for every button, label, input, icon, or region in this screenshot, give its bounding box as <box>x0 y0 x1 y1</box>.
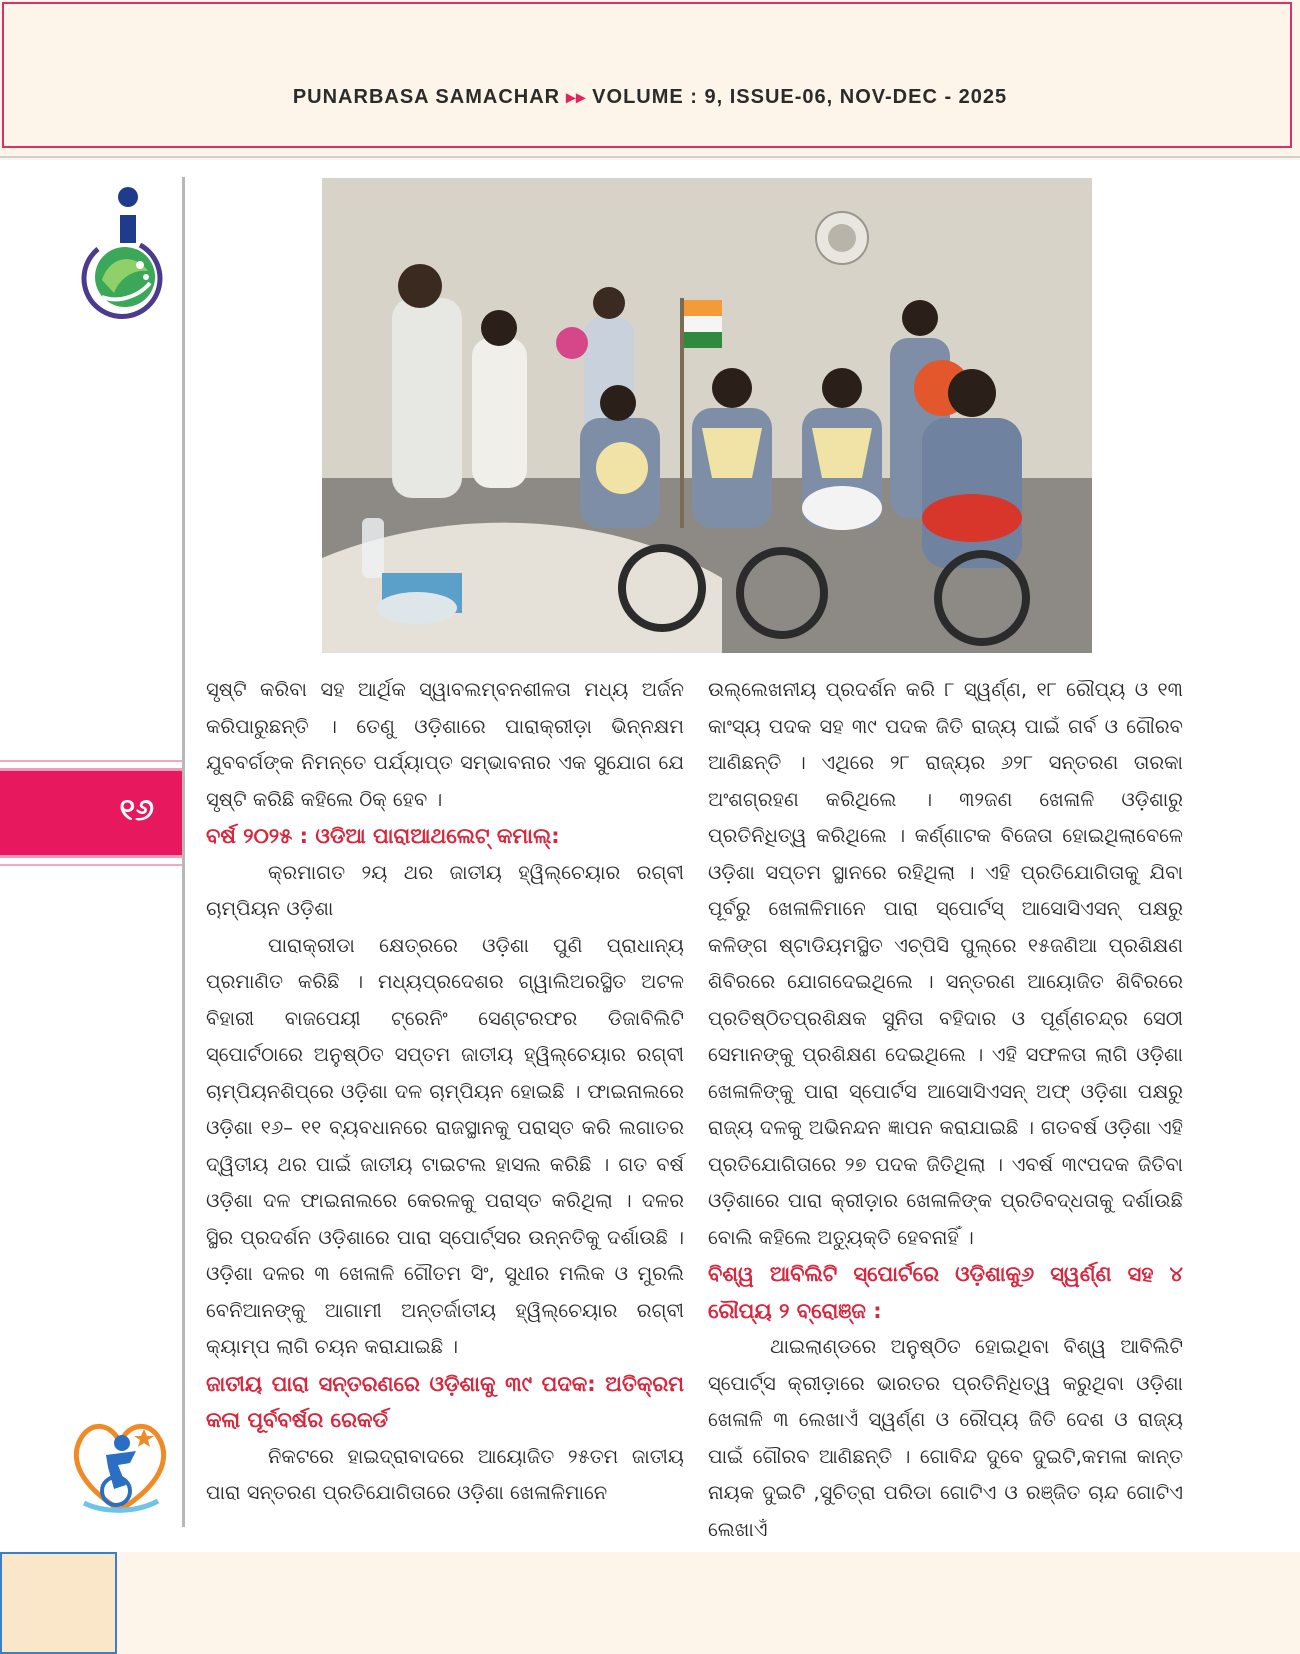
left-heading-2: ଜାତୀୟ ପାରା ସନ୍ତରଣରେ ଓଡ଼ିଶାକୁ ୩୯ ପଦକ: ଅତିକ୍ରମ କଲା ପୂର୍ବବର୍ଷର ରେକର୍ଡ <box>206 1371 684 1432</box>
margin-rule <box>182 177 185 1527</box>
team-felicitation-photo <box>322 178 1092 653</box>
right-paragraph-2: ଥାଇଲାଣ୍ଡରେ ଅନୁଷ୍ଠିତ ହୋଇଥିବା ବିଶ୍ୱ ଆବିଲିଟି ସ୍ପୋର୍ଟ୍ସ କ୍ରୀଡ଼ାରେ ଭାରତର ପ୍ରତିନିଧିତ୍ୱ କରୁଥିବା ଓଡ଼ିଶା ଖେଳାଳି ୩ ଲେଖାଏଁ ସ୍ୱର୍ଣ୍ଣ ଓ ରୌପ୍ୟ ଜିତି ଦେଶ ଓ ରାଜ୍ୟ ପାଇଁ ଗୌରବ ଆଣିଛନ୍ତି । ଗୋବିନ୍ଦ ଦୁବେ ଦୁଇଟି,କମଳା କାନ୍ତ ନାୟକ ଦୁଇଟି ,ସୁଚିତ୍ରା ପରିଡା ଗୋଟିଏ ଓ ରଞ୍ଜିତ ଚାନ୍ଦ ଗୋଟିଏ ଲେଖାଏଁ <box>708 1335 1183 1541</box>
left-heading-1: ବର୍ଷ ୨୦୨୫ : ଓଡିଆ ପାରାଆଥଲେଟ୍ କମାଲ୍: <box>206 824 560 848</box>
right-paragraph-1: ଉଲ୍ଲେଖନୀୟ ପ୍ରଦର୍ଶନ କରି ୮ ସ୍ୱର୍ଣ୍ଣ, ୧୮ ରୌପ୍ୟ ଓ ୧୩ କାଂସ୍ୟ ପଦକ ସହ ୩୯ ପଦକ ଜିତି ରାଜ୍ୟ ପାଇଁ ଗର୍ବ ଓ ଗୌରବ ଆଣିଛନ୍ତି । ଏଥିରେ ୨୮ ରାଜ୍ୟର ୬୨୮ ସନ୍ତରଣ ତାରକା ଅଂଶଗ୍ରହଣ କରିଥିଲେ । ୩୨ଜଣ ଖେଳାଳି ଓଡ଼ିଶାରୁ ପ୍ରତିନିଧିତ୍ୱ କରିଥିଲେ । କର୍ଣ୍ଣାଟକ ବିଜେତା ହୋଇଥିଲାବେଳେ ଓଡ଼ିଶା ସପ୍ତମ ସ୍ଥାନରେ ରହିଥିଲା । ଏହି ପ୍ରତିଯୋଗିତାକୁ ଯିବା ପୂର୍ବରୁ ଖେଳାଳିମାନେ ପାରା ସ୍ପୋର୍ଟସ୍ ଆସୋସିଏସନ୍ ପକ୍ଷରୁ କଳିଙ୍ଗ ଷ୍ଟାଡିୟମସ୍ଥିତ ଏଚ୍‌ପିସି ପୁଲ୍‌ରେ ୧୫ଜଣିଆ ପ୍ରଶିକ୍ଷଣ ଶିବିରରେ ଯୋଗଦେଇଥିଲେ । ସନ୍ତରଣ ଆୟୋଜିତ ଶିବିରରେ ପ୍ରତିଷ୍ଠିତପ୍ରଶିକ୍ଷକ ସୁନିତା ବହିଦାର ଓ ପୂର୍ଣ୍ଣଚନ୍ଦ୍ର ସେଠୀ ସେମାନଙ୍କୁ ପ୍ରଶିକ୍ଷଣ ଦେଇଥିଲେ । ଏହି ସଫଳତା ଲାଗି ଓଡ଼ିଶା ଖେଳାଳିଙ୍କୁ ପାରା ସ୍ପୋର୍ଟସ ଆସୋସିଏସନ୍ ଅଫ୍ ଓଡ଼ିଶା ପକ୍ଷରୁ ରାଜ୍ୟ ଦଳକୁ ଅଭିନନ୍ଦନ ଜ୍ଞାପନ କରାଯାଇଛି । ଗତବର୍ଷ ଓଡ଼ିଶା ଏହି ପ୍ରତିଯୋଗିତାରେ ୨୭ ପଦକ ଜିତିଥିଲା । ଏବର୍ଷ ୩୯ପଦକ ଜିତିବା ଓଡ଼ିଶାରେ ପାରା କ୍ରୀଡ଼ାର ଖେଳାଳିଙ୍କ ପ୍ରତିବଦ୍ଧତାକୁ ଦର୍ଶାଉଛି ବୋଲି କହିଲେ ଅତ୍ୟୁକ୍ତି ହେବନାହିଁ । <box>708 678 1183 1249</box>
wheelchair-leaf-logo-icon <box>80 185 170 325</box>
para-athlete-logo-icon <box>70 1405 170 1520</box>
footer-corner-box <box>0 1552 117 1654</box>
right-heading-1: ବିଶ୍ୱ ଆବିଲିଟି ସ୍ପୋର୍ଟରେ ଓଡ଼ିଶାକୁ୬ ସ୍ୱର୍ଣ୍ଣ ସହ ୪ ରୌପ୍ୟ ୨ ବ୍ରୋଞ୍ଜ : <box>708 1262 1183 1323</box>
header-arrows: ▸▸ <box>566 87 587 107</box>
volume-info: VOLUME : 9, ISSUE-06, NOV-DEC - 2025 <box>592 86 1008 108</box>
left-column <box>206 672 684 1512</box>
footer-band <box>0 1552 1300 1654</box>
page-number: ୧୬ <box>119 793 154 828</box>
left-paragraph-2: କ୍ରମାଗତ ୨ୟ ଥର ଜାତୀୟ ହ୍ୱିଲ୍‌ଚେୟାର ରଗ୍‌ବୀ ଚାମ୍ପିୟନ ଓଡ଼ିଶା <box>206 860 684 920</box>
left-paragraph-1: ସୃଷ୍ଟି କରିବା ସହ ଆର୍ଥିକ ସ୍ୱାବଲମ୍ବନଶୀଳତା ମଧ୍ୟ ଅର୍ଜନ କରିପାରୁଛନ୍ତି । ତେଣୁ ଓଡ଼ିଶାରେ ପାରାକ୍ରୀଡ଼ା ଭିନ୍ନକ୍ଷମ ଯୁବବର୍ଗଙ୍କ ନିମନ୍ତେ ପର୍ଯ୍ୟାପ୍ତ ସମ୍ଭାବନାର ଏକ ସୁଯୋଗ ଯେ ସୃଷ୍ଟି କରିଛି କହିଲେ ଠିକ୍ ହେବ । <box>206 678 684 811</box>
page-number-tab <box>0 768 182 858</box>
running-header <box>0 86 1300 109</box>
publication-name: PUNARBASA SAMACHAR <box>292 86 561 108</box>
header-frame <box>2 2 1292 148</box>
header-divider <box>0 156 1300 158</box>
page-tab-rule-bottom <box>0 864 182 866</box>
right-column <box>708 672 1183 1548</box>
left-paragraph-4: ନିକଟରେ ହାଇଦ୍ରାବାଦରେ ଆୟୋଜିତ ୨୫ତମ ଜାତୀୟ ପାରା ସନ୍ତରଣ ପ୍ରତିଯୋଗିତାରେ ଓଡ଼ିଶା ଖେଳାଳିମାନେ <box>206 1444 684 1504</box>
left-paragraph-3: ପାରାକ୍ରୀଡା କ୍ଷେତ୍ରରେ ଓଡ଼ିଶା ପୁଣି ପ୍ରାଧାନ୍ୟ ପ୍ରମାଣିତ କରିଛି । ମଧ୍ୟପ୍ରଦେଶର ଗ୍ୱାଲିଅରସ୍ଥିତ ଅଟଳ ବିହାରୀ ବାଜପେୟୀ ଟ୍ରେନିଂ ସେଣ୍ଟରଫର ଡିଜାବିଲିଟି ସ୍ପୋର୍ଟଠାରେ ଅନୁଷ୍ଠିତ ସପ୍ତମ ଜାତୀୟ ହ୍ୱିଲ୍‌ଚେୟାର ରଗ୍‌ବୀ ଚାମ୍ପିୟନଶିପ୍‌ରେ ଓଡ଼ିଶା ଦଳ ଚାମ୍ପିୟନ ହୋଇଛି । ଫାଇନାଲରେ ଓଡ଼ିଶା ୧୬– ୧୧ ବ୍ୟବଧାନରେ ରାଜସ୍ଥାନକୁ ପରାସ୍ତ କରି ଲଗାତର ଦ୍ୱିତୀୟ ଥର ପାଇଁ ଜାତୀୟ ଟାଇଟଲ ହାସଲ କରିଛି । ଗତ ବର୍ଷ ଓଡ଼ିଶା ଦଳ ଫାଇନାଲରେ କେରଳକୁ ପରାସ୍ତ କରିଥିଲା । ଦଳର ସ୍ଥିର ପ୍ରଦର୍ଶନ ଓଡ଼ିଶାରେ ପାରା ସ୍ପୋର୍ଟ୍ସର ଉନ୍ନତିକୁ ଦର୍ଶାଉଛି । ଓଡ଼ିଶା ଦଳର ୩ ଖେଳାଳି ଗୌତମ ସିଂ, ସୁଧୀର ମଲିକ ଓ ମୁରଲି ବେନିଆନଙ୍କୁ ଆଗାମୀ ଅନ୍ତର୍ଜାତୀୟ ହ୍ୱିଲ୍‌ଚେୟାର ରଗ୍‌ବୀ କ୍ୟାମ୍ପ ଲାଗି ଚୟନ କରାଯାଇଛି । <box>206 933 684 1358</box>
page-tab-rule-top <box>0 760 182 762</box>
